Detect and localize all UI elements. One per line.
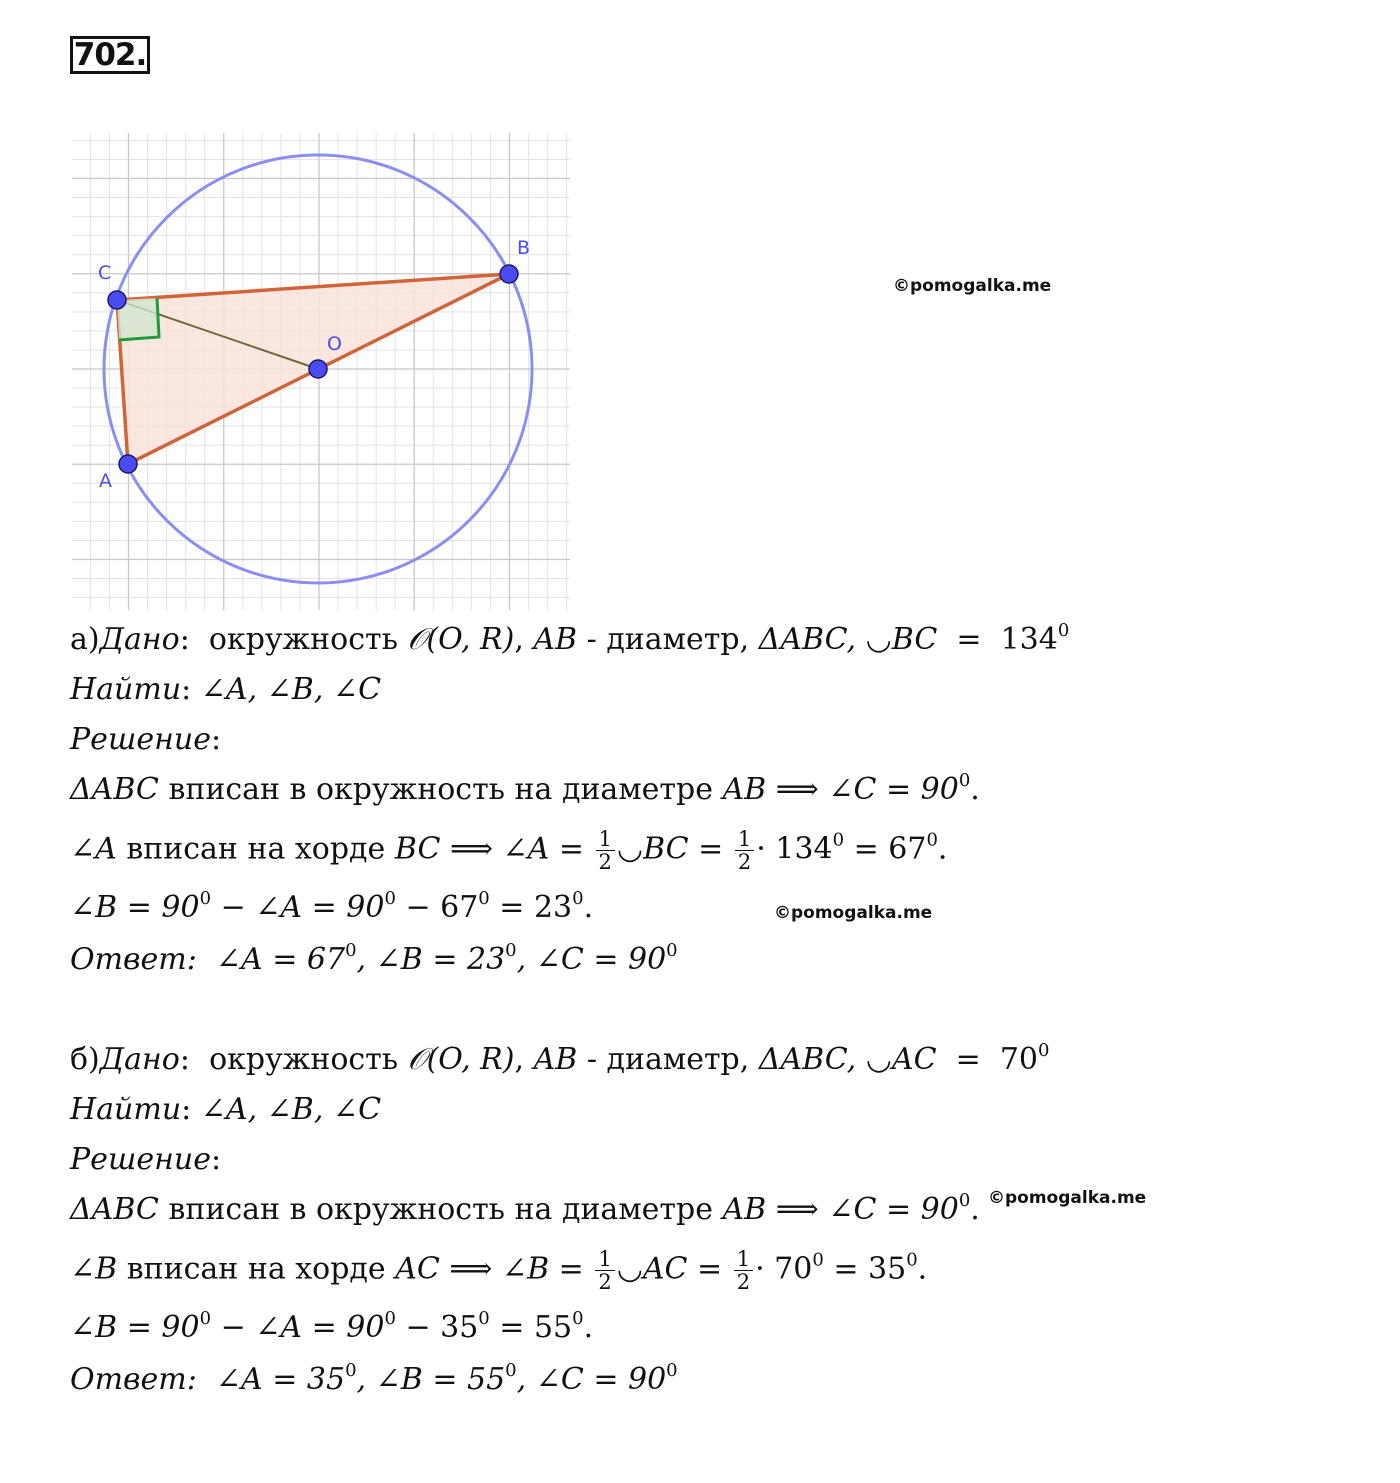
label-B: B — [517, 237, 531, 259]
part-a-solution-label: Решение: — [70, 722, 222, 757]
part-b-solution-label: Решение: — [70, 1142, 222, 1177]
fraction-half: $\frac{1}{2}$ — [735, 828, 754, 873]
fraction-half: $\frac{1}{2}$ — [595, 1248, 614, 1293]
part-a-step-3: ∠B = $90^0$ − ∠A = $90^0 - 67^0 = 23^0$. — [70, 888, 594, 925]
watermark-3: ©pomogalka.me — [988, 1188, 1147, 1208]
part-b-step-2: ∠B вписан на хорде AC ⟹ ∠B = $\frac{1}{2}$ ◡AC = $\frac{1}{2}$ · $70^0 = 35^0$. — [70, 1247, 928, 1294]
point-O — [309, 360, 327, 378]
part-b-step-1: ΔABC вписан в окружность на диаметре AB ⟹ ∠C = $90^0$. — [70, 1190, 980, 1227]
part-b-step-3: ∠B = $90^0$ − ∠A = $90^0 - 35^0 = 55^0$. — [70, 1308, 594, 1345]
part-a-given: а)Дано: окружность 𝒪(O, R), AB - диаметр, ΔABC, ◡BC = $134^0$ — [70, 620, 1070, 657]
point-A — [119, 455, 137, 473]
part-b-given: б)Дано: окружность 𝒪(O, R), AB - диаметр, ΔABC, ◡AC = $70^0$ — [70, 1040, 1050, 1077]
part-a-step-1: ΔABC вписан в окружность на диаметре AB ⟹ ∠C = $90^0$. — [70, 770, 980, 807]
part-a-step-2: ∠A вписан на хорде BC ⟹ ∠A = $\frac{1}{2}$ ◡BC = $\frac{1}{2}$ · $134^0 = 67^0$. — [70, 827, 948, 874]
point-B — [500, 265, 518, 283]
label-A: A — [99, 470, 112, 492]
part-a-find: Найти: ∠A, ∠B, ∠C — [70, 672, 382, 707]
fraction-half: $\frac{1}{2}$ — [596, 828, 615, 873]
fraction-half: $\frac{1}{2}$ — [734, 1248, 753, 1293]
part-b-find: Найти: ∠A, ∠B, ∠C — [70, 1092, 382, 1127]
label-O: O — [327, 333, 342, 355]
problem-number: 702. — [70, 36, 150, 74]
geometry-figure — [60, 125, 580, 620]
watermark-2: ©pomogalka.me — [774, 903, 933, 923]
point-C — [108, 291, 126, 309]
watermark-1: ©pomogalka.me — [893, 276, 1052, 296]
label-C: C — [98, 262, 112, 284]
part-b-answer: Ответ: ∠A = $35^0$, ∠B = $55^0$, ∠C = $90^0$ — [70, 1360, 678, 1397]
part-a-answer: Ответ: ∠A = $67^0$, ∠B = $23^0$, ∠C = $90^0$ — [70, 940, 678, 977]
